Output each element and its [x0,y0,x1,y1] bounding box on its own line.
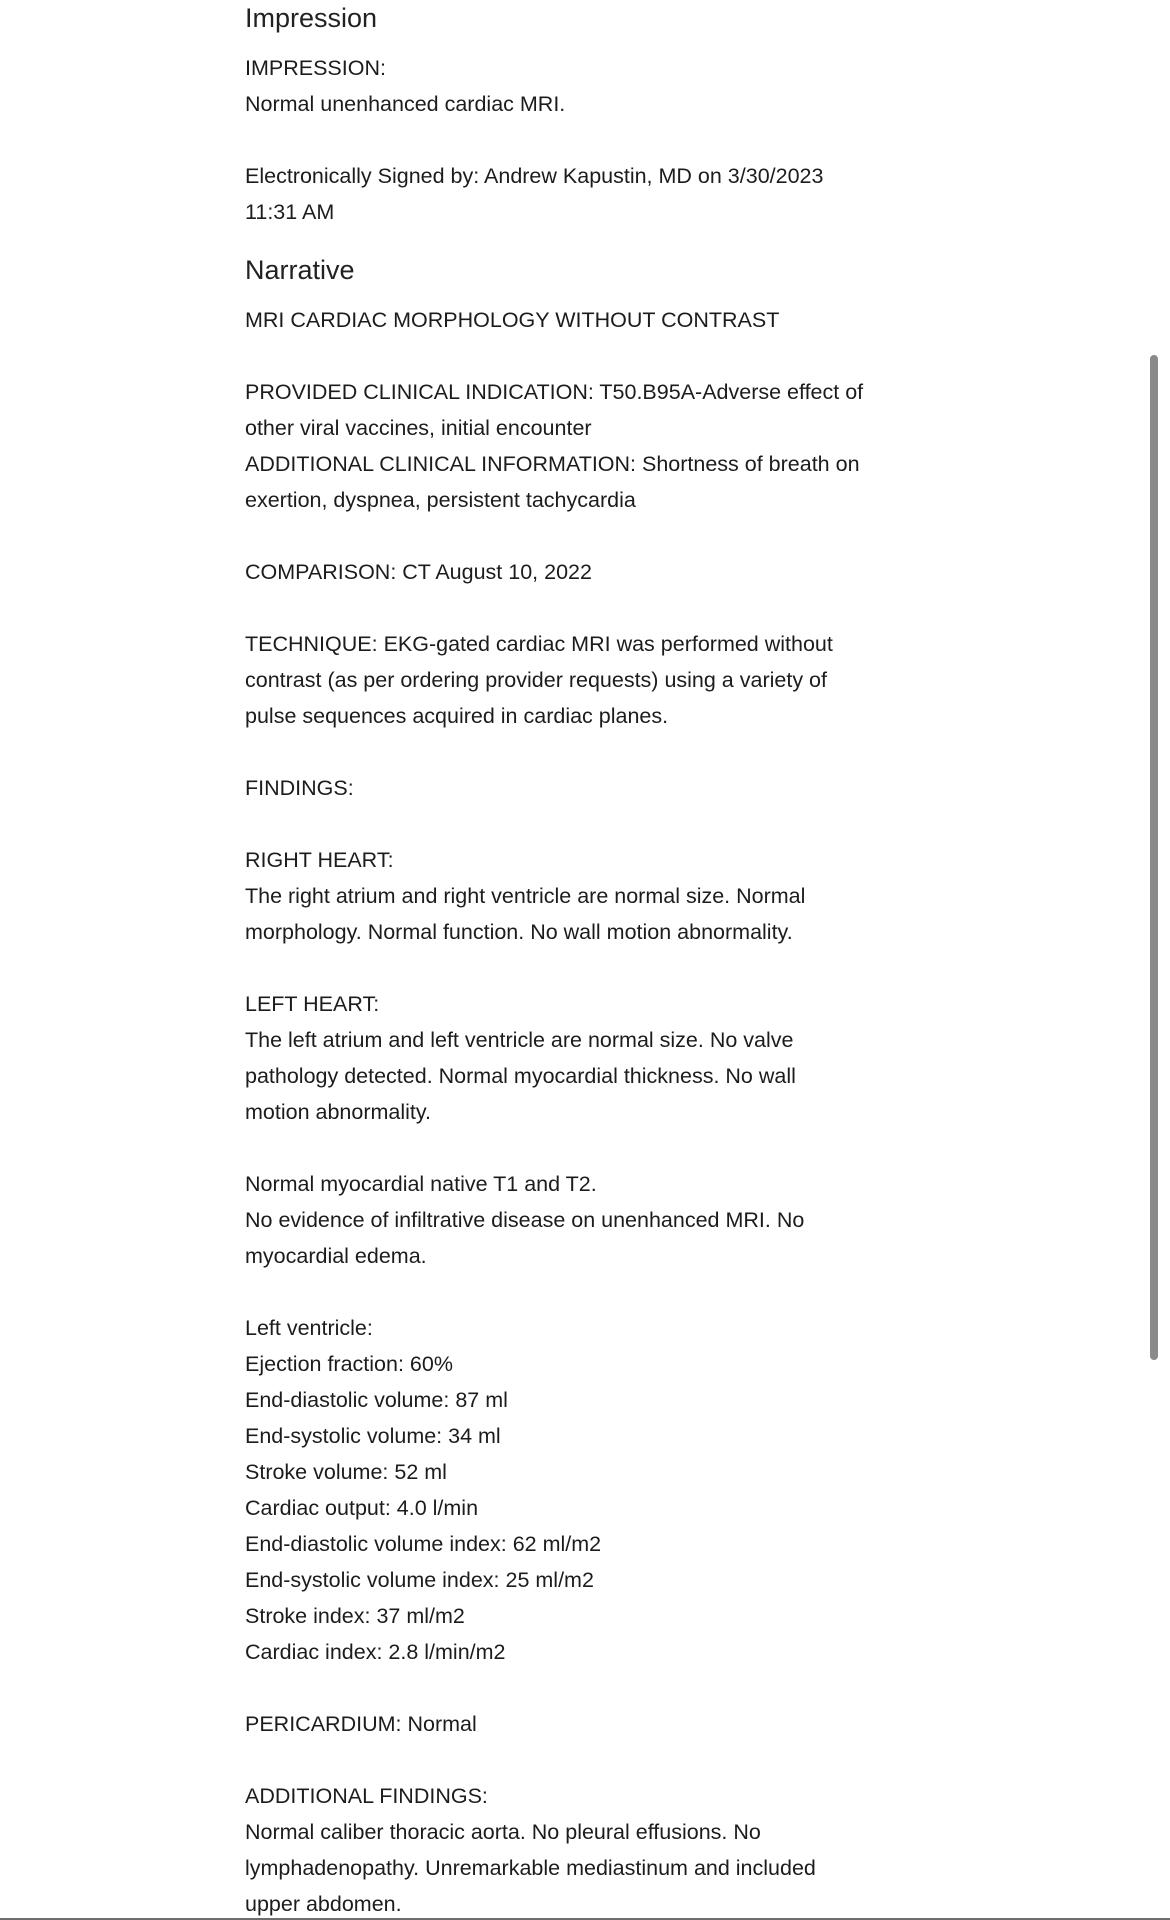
report-line: FINDINGS: [245,776,354,800]
report-line: other viral vaccines, initial encounter [245,416,592,440]
measurement-line: Stroke volume: 52 ml [245,1460,447,1484]
report-line: LEFT HEART: [245,992,380,1016]
measurement-line: End-diastolic volume index: 62 ml/m2 [245,1532,602,1556]
report-line: morphology. Normal function. No wall motion abnormality. [245,920,793,944]
measurement-line: End-systolic volume index: 25 ml/m2 [245,1568,594,1592]
report-line: upper abdomen. [245,1892,402,1916]
report-line: RIGHT HEART: [245,848,394,872]
signature-time: 11:31 AM [245,200,335,224]
narrative-heading: Narrative [245,255,355,285]
report-line: ADDITIONAL FINDINGS: [245,1784,488,1808]
report-line: motion abnormality. [245,1100,432,1124]
report-line: Left ventricle: [245,1316,373,1340]
report-line: contrast (as per ordering provider requests) using a variety of [245,668,827,692]
report-line: PROVIDED CLINICAL INDICATION: T50.B95A-Adverse effect of [245,380,864,404]
report-line: No evidence of infiltrative disease on unenhanced MRI. No [245,1208,805,1232]
report-line: Normal unenhanced cardiac MRI. [245,92,566,116]
report-line: Normal caliber thoracic aorta. No pleural effusions. No [245,1820,761,1844]
report-line: exertion, dyspnea, persistent tachycardia [245,488,636,512]
measurement-line: Ejection fraction: 60% [245,1352,453,1376]
signature-line: Electronically Signed by: Andrew Kapustin, MD on 3/30/2023 [245,164,824,188]
report-line: pathology detected. Normal myocardial thickness. No wall [245,1064,796,1088]
measurement-line: End-systolic volume: 34 ml [245,1424,501,1448]
report-line: MRI CARDIAC MORPHOLOGY WITHOUT CONTRAST [245,308,780,332]
measurement-line: Stroke index: 37 ml/m2 [245,1604,465,1628]
report-line: TECHNIQUE: EKG-gated cardiac MRI was performed without [245,632,833,656]
report-line: The left atrium and left ventricle are normal size. No valve [245,1028,794,1052]
report-line: lymphadenopathy. Unremarkable mediastinum and included [245,1856,816,1880]
report-line: Normal myocardial native T1 and T2. [245,1172,597,1196]
report-line: COMPARISON: CT August 10, 2022 [245,560,592,584]
scrollbar-thumb[interactable] [1150,355,1158,1360]
report-line: The right atrium and right ventricle are normal size. Normal [245,884,806,908]
report-line: PERICARDIUM: Normal [245,1712,477,1736]
impression-heading: Impression [245,3,378,33]
measurement-line: Cardiac index: 2.8 l/min/m2 [245,1640,506,1664]
report-line: myocardial edema. [245,1244,427,1268]
measurement-line: End-diastolic volume: 87 ml [245,1388,508,1412]
report-line: pulse sequences acquired in cardiac planes. [245,704,669,728]
report-line: IMPRESSION: [245,56,386,80]
report-line: ADDITIONAL CLINICAL INFORMATION: Shortness of breath on [245,452,860,476]
measurement-line: Cardiac output: 4.0 l/min [245,1496,479,1520]
